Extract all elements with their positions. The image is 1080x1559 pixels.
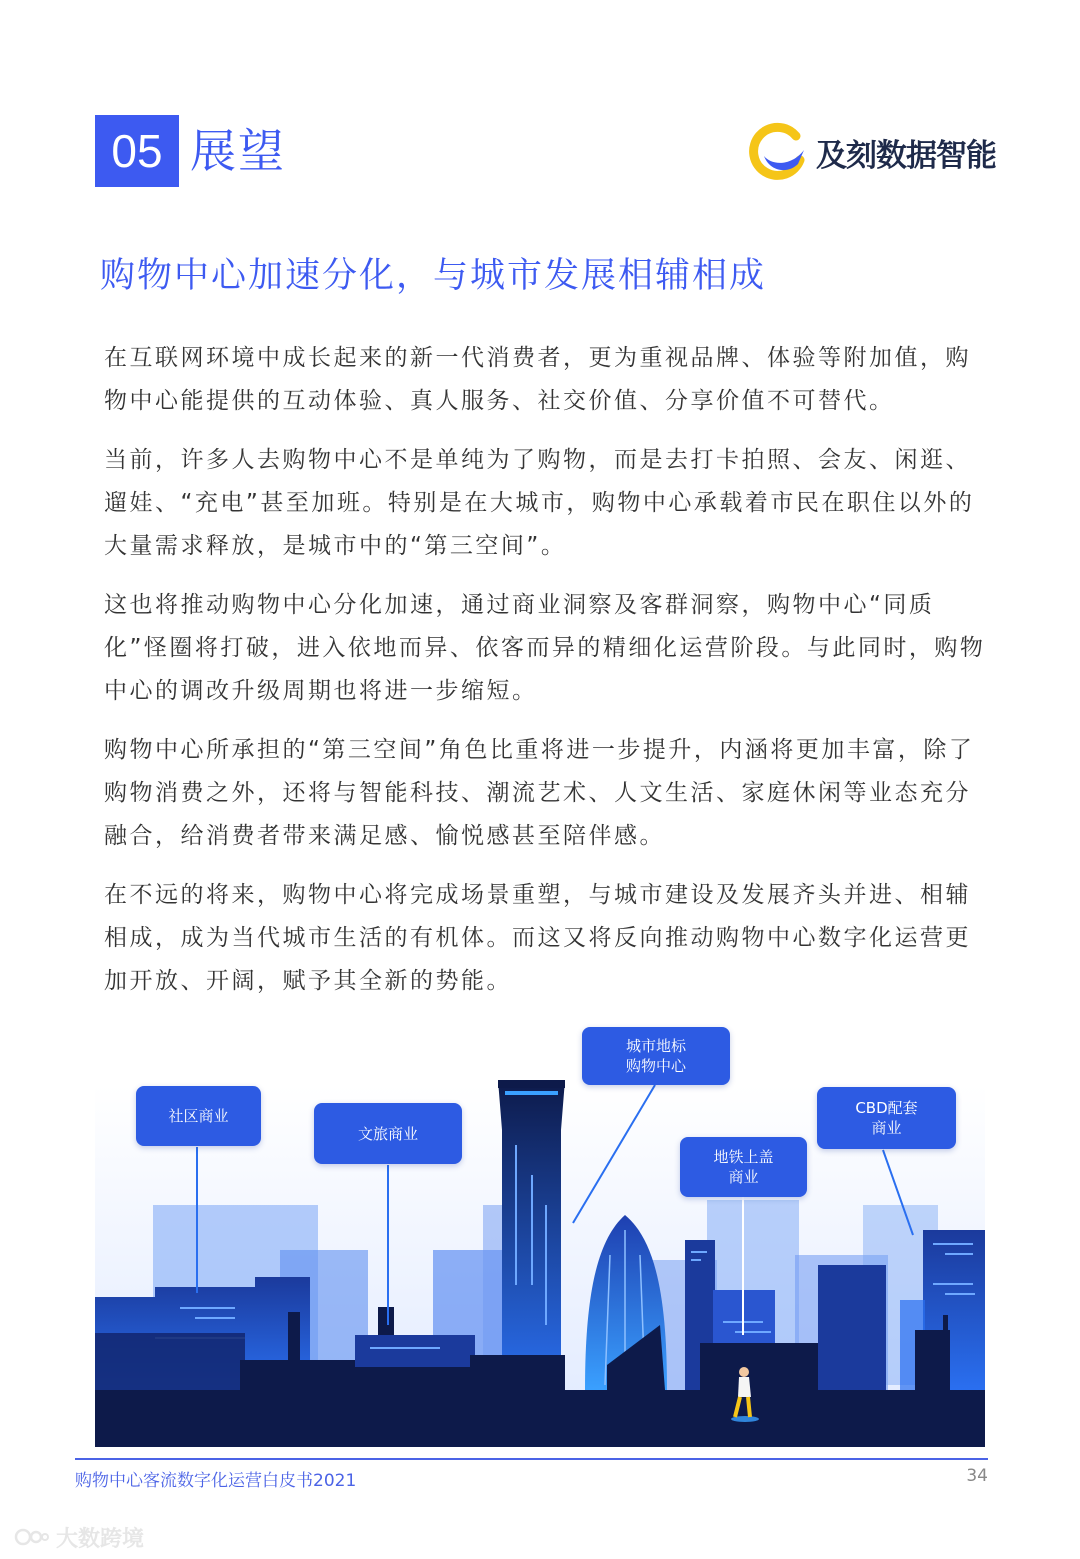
brand-logo-icon (748, 120, 814, 184)
label-community-text: 社区商业 (168, 1107, 229, 1125)
label-cbd-line2: 商业 (871, 1119, 902, 1137)
label-cultural-tourism-text: 文旅商业 (357, 1124, 418, 1143)
label-metro-line2: 商业 (728, 1168, 759, 1186)
watermark-text: 大数跨境 (56, 1526, 145, 1552)
footer-doc-title: 购物中心客流数字化运营白皮书2021 (75, 1471, 357, 1491)
page-heading: 购物中心加速分化，与城市发展相辅相成 (100, 256, 767, 296)
city-skyline-illustration (95, 1025, 985, 1447)
label-cbd-commerce (817, 1087, 956, 1149)
paragraph: 在不远的将来，购物中心将完成场景重塑，与城市建设及发展齐头并进、相辅相成，成为当代城市生活的有机体。而这又将反向推动购物中心数字化运营更加开放、开阔，赋予其全新的势能。 (104, 882, 971, 994)
brand-logo (748, 120, 1028, 184)
watermark (14, 1522, 144, 1552)
paragraph: 当前，许多人去购物中心不是单纯为了购物，而是去打卡拍照、会友、闲逛、遛娃、“充电”甚至加班。特别是在大城市，购物中心承载着市民在职住以外的大量需求释放，是城市中的“第三空间”。 (104, 447, 975, 559)
body-text (104, 337, 989, 1019)
page-number: 34 (966, 1466, 988, 1486)
label-community-commerce (136, 1086, 261, 1146)
section-title: 展望 (190, 124, 286, 178)
label-landmark-line2: 购物中心 (625, 1057, 686, 1075)
paragraph: 购物中心所承担的“第三空间”角色比重将进一步提升，内涵将更加丰富，除了购物消费之外，还将与智能科技、潮流艺术、人文生活、家庭休闲等业态充分融合，给消费者带来满足感、愉悦感甚至陪伴感。 (104, 737, 975, 849)
watermark-logo-icon (14, 1524, 50, 1550)
paragraph: 在互联网环境中成长起来的新一代消费者，更为重视品牌、体验等附加值，购物中心能提供的互动体验、真人服务、社交价值、分享价值不可替代。 (104, 345, 971, 414)
label-cultural-tourism-commerce (314, 1103, 462, 1164)
label-metro-commerce (680, 1137, 807, 1197)
label-landmark-line1: 城市地标 (625, 1037, 686, 1055)
brand-name: 及刻数据智能 (816, 138, 996, 174)
label-cbd-line1: CBD配套 (855, 1099, 918, 1117)
footer-divider (75, 1458, 988, 1460)
label-metro-line1: 地铁上盖 (713, 1148, 774, 1166)
section-number-badge: 05 (95, 115, 179, 187)
label-landmark-mall (582, 1027, 730, 1085)
paragraph: 这也将推动购物中心分化加速，通过商业洞察及客群洞察，购物中心“同质化”怪圈将打破，进入依地而异、依客而异的精细化运营阶段。与此同时，购物中心的调改升级周期也将进一步缩短。 (104, 592, 986, 704)
